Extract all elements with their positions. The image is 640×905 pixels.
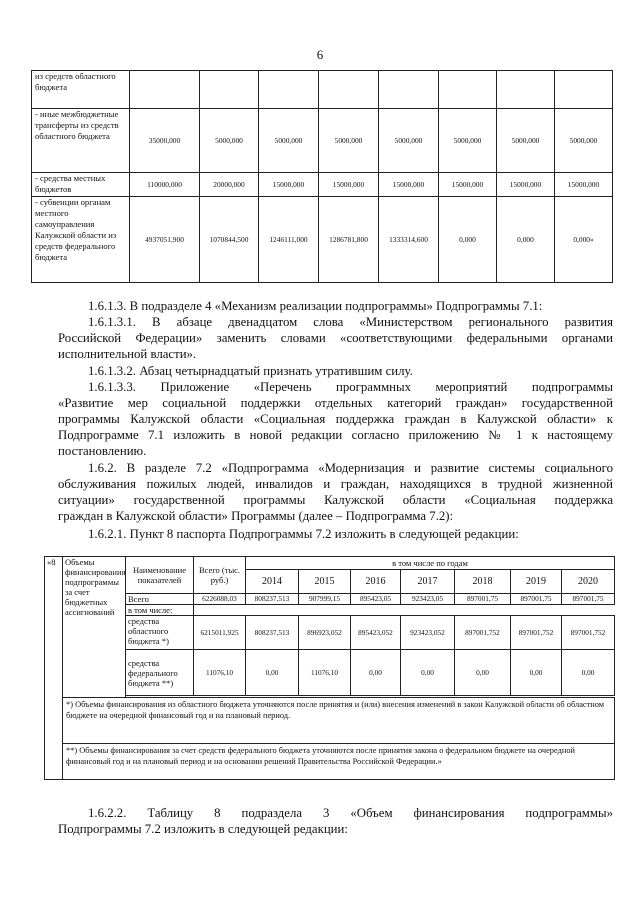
row-label: средства областного бюджета *) xyxy=(126,616,194,650)
table-cell: 11076,10 xyxy=(299,650,351,696)
row-label: из средств областного бюджета xyxy=(32,71,130,109)
table-cell: 0,000 xyxy=(497,197,555,283)
table-cell: 15000,000 xyxy=(319,173,379,197)
text-line: обслуживания пожилых людей, инвалидов и граждан, находящихся в трудной жизненной xyxy=(58,477,613,491)
table-cell: 15000,000 xyxy=(439,173,497,197)
text-line: постановлению. xyxy=(58,444,147,458)
table-cell: 15000,000 xyxy=(259,173,319,197)
paragraph-1-6-2-1 xyxy=(58,526,613,542)
table-cell: 808237,513 xyxy=(246,616,299,650)
row-total: 6226088,03 xyxy=(194,594,246,605)
table-cell: 0,00 xyxy=(455,650,511,696)
table-cell: 0,00 xyxy=(562,650,615,696)
table-cell xyxy=(379,71,439,109)
table-cell: 897001,75 xyxy=(511,594,562,605)
passport-financing-table xyxy=(44,556,615,780)
text-line: программы Калужской области «Социальная поддержка граждан в Калужской области» к xyxy=(58,412,613,426)
table-row xyxy=(32,109,613,173)
row-label: - иные межбюджетные трансферты из средств областного бюджета xyxy=(32,109,130,173)
table-cell: 0,00 xyxy=(511,650,562,696)
table-cell xyxy=(497,71,555,109)
table-cell: 5000,000 xyxy=(200,109,259,173)
page-number: 6 xyxy=(316,47,324,62)
paragraph-1-6-2 xyxy=(58,460,613,524)
table-cell: 1246111,000 xyxy=(259,197,319,283)
row-label-incl: в том числе: xyxy=(126,605,194,616)
table-cell xyxy=(319,71,379,109)
year-header: 2020 xyxy=(562,570,615,594)
table-cell xyxy=(555,71,613,109)
table-cell: 110000,000 xyxy=(130,173,200,197)
text-line: 1.6.1.3.1. В абзаце двенадцатом слова «Министерством регионального развития xyxy=(88,315,613,329)
year-header: 2014 xyxy=(246,570,299,594)
table-cell: 1333314,600 xyxy=(379,197,439,283)
text-line: 1.6.1.3.3. Приложение «Перечень программных мероприятий подпрограммы xyxy=(88,380,613,394)
table-cell: 0,000 xyxy=(439,197,497,283)
paragraph-1-6-1-3-3 xyxy=(58,379,613,459)
table-cell: 923423,05 xyxy=(401,594,455,605)
table-cell: 897001,75 xyxy=(562,594,615,605)
text-line: Российской Федерации» заменить словами «соответствующими федеральными органами xyxy=(58,331,613,345)
table-cell: 897001,752 xyxy=(455,616,511,650)
table-cell: 0,00 xyxy=(401,650,455,696)
year-header: 2019 xyxy=(511,570,562,594)
year-header: 2015 xyxy=(299,570,351,594)
table-cell xyxy=(200,71,259,109)
text-line: Подпрограммы 7.2 изложить в следующей редакции: xyxy=(58,822,348,836)
table-cell: 897001,75 xyxy=(455,594,511,605)
row-total: 6215011,925 xyxy=(194,616,246,650)
table-cell: 896923,052 xyxy=(299,616,351,650)
row-label: - средства местных бюджетов xyxy=(32,173,130,197)
year-header: 2018 xyxy=(455,570,511,594)
table-cell xyxy=(439,71,497,109)
table-cell: 5000,000 xyxy=(439,109,497,173)
table-cell: 20000,000 xyxy=(200,173,259,197)
item-title: Объемы финансирования подпрограммы за счет бюджетных ассигнований xyxy=(63,557,126,698)
text-line: исполнительной власти». xyxy=(58,347,197,361)
table-row xyxy=(32,173,613,197)
row-label: Всего xyxy=(126,594,194,605)
table-cell: 895423,05 xyxy=(351,594,401,605)
text-line: Подпрограмме 7.1 изложить в новой редакции согласно приложению № 1 к настоящему xyxy=(58,428,613,442)
item-number: «8 xyxy=(45,557,63,780)
row-label: средства федерального бюджета **) xyxy=(126,650,194,696)
year-header: 2017 xyxy=(401,570,455,594)
table-cell: 0,00 xyxy=(351,650,401,696)
text-line: 1.6.2.1. Пункт 8 паспорта Подпрограммы 7.2 изложить в следующей редакции: xyxy=(88,527,519,541)
table-cell: 897001,752 xyxy=(511,616,562,650)
table-cell xyxy=(259,71,319,109)
text-line: 1.6.1.3.2. Абзац четырнадцатый признать утратившим силу. xyxy=(88,364,413,378)
table-row xyxy=(32,71,613,109)
table-row xyxy=(32,197,613,283)
table-cell: 808237,513 xyxy=(246,594,299,605)
table-cell xyxy=(130,71,200,109)
year-header: 2016 xyxy=(351,570,401,594)
table-cell: 1070844,500 xyxy=(200,197,259,283)
text-line: ситуации» государственной программы Калужской области «Социальная поддержка xyxy=(58,493,613,507)
table-cell: 15000,000 xyxy=(555,173,613,197)
table-cell: 35000,000 xyxy=(130,109,200,173)
table-cell: 5000,000 xyxy=(259,109,319,173)
table-cell: 5000,000 xyxy=(319,109,379,173)
paragraph-1-6-1-3-2 xyxy=(58,363,613,379)
paragraph-1-6-1-3 xyxy=(58,298,613,314)
paragraph-1-6-1-3-1 xyxy=(58,314,613,362)
table-cell: 5000,000 xyxy=(555,109,613,173)
col-header-total: Всего (тыс. руб.) xyxy=(194,557,246,594)
table-cell: 15000,000 xyxy=(379,173,439,197)
years-header: в том числе по годам xyxy=(246,557,615,570)
table-cell: 923423,052 xyxy=(401,616,455,650)
table-cell: 897001,752 xyxy=(562,616,615,650)
table-cell: 0,000» xyxy=(555,197,613,283)
text-line: 1.6.2. В разделе 7.2 «Подпрограмма «Модернизация и развитие системы социального xyxy=(88,461,613,475)
financing-table-continued xyxy=(31,70,613,283)
table-cell: 5000,000 xyxy=(497,109,555,173)
table-cell: 15000,000 xyxy=(497,173,555,197)
table-cell: 4937051,900 xyxy=(130,197,200,283)
text-line: 1.6.1.3. В подразделе 4 «Механизм реализации подпрограммы» Подпрограммы 7.1: xyxy=(88,299,543,313)
footnote-federal: **) Объемы финансирования за счет средств федерального бюджета уточняются после принятия закона о федеральном бюджете на очередной финансовый год и на плановый период и на основании решений Правительства Российской Федерации.» xyxy=(63,744,615,780)
text-line: 1.6.2.2. Таблицу 8 подраздела 3 «Объем финансирования подпрограммы» xyxy=(88,806,613,820)
footnote-regional: *) Объемы финансирования из областного бюджета уточняются после принятия и (или) внесения изменений в закон Калужской области об областном бюджете на очередной финансовый год и на плановый период. xyxy=(63,698,615,744)
table-cell: 895423,052 xyxy=(351,616,401,650)
paragraph-1-6-2-2 xyxy=(58,805,613,837)
row-total: 11076,10 xyxy=(194,650,246,696)
col-header-name: Наименование показателей xyxy=(126,557,194,594)
text-line: граждан в Калужской области» Программы (далее – Подпрограмма 7.2): xyxy=(58,509,454,523)
table-cell: 5000,000 xyxy=(379,109,439,173)
table-cell: 907999,15 xyxy=(299,594,351,605)
text-line: «Развитие мер социальной поддержки отдельных категорий граждан» государственной xyxy=(58,396,613,410)
row-label: - субвенции органам местного самоуправления Калужской области из средств федерального бюджета xyxy=(32,197,130,283)
table-cell: 0,00 xyxy=(246,650,299,696)
table-cell: 1286781,800 xyxy=(319,197,379,283)
